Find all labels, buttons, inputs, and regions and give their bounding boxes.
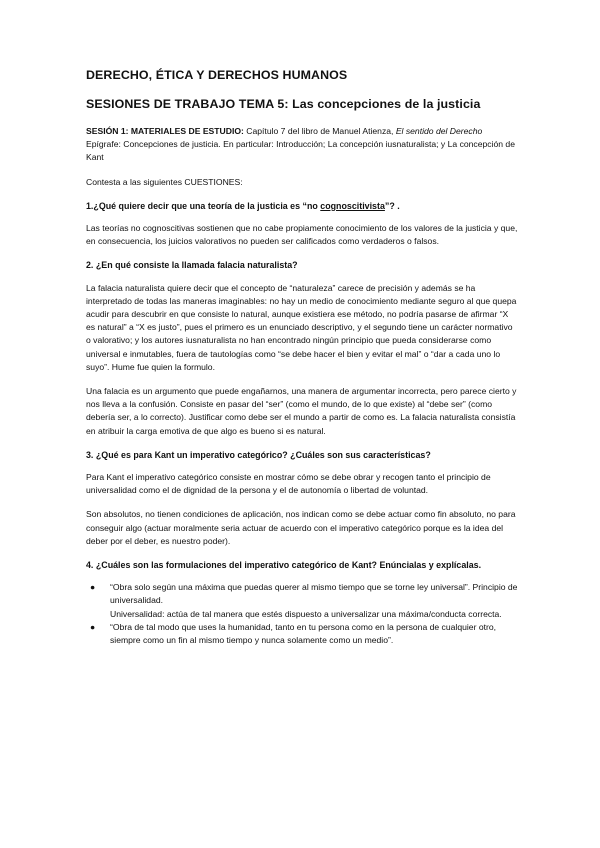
instructions: Contesta a las siguientes CUESTIONES:	[86, 176, 243, 187]
document-content	[86, 68, 518, 647]
list-item	[86, 621, 518, 647]
question-1	[86, 200, 518, 213]
list-item-line: “Obra solo según una máxima que puedas querer al mismo tiempo que se torne ley universal”. Principio de universalidad.	[110, 582, 518, 606]
document-title: DERECHO, ÉTICA Y DERECHOS HUMANOS	[86, 68, 348, 82]
question-1-pre: 1.¿Qué quiere decir que una teoría de la justicia es “no	[86, 200, 321, 211]
answer-1-paragraph-1: Las teorías no cognoscitivas sostienen que no cabe propiamente conocimiento de los valores de la justicia y que, en consecuencia, los juicios valorativos no pueden ser calificados como verdaderos o falsos.	[86, 223, 518, 247]
answer-3-paragraph-1: Para Kant el imperativo categórico consiste en mostrar cómo se debe obrar y recogen tanto el principio de universalidad como el de dignidad de la persona y el de autonomía o libertad de voluntad.	[86, 472, 491, 496]
session-text-1: Capítulo 7 del libro de Manuel Atienza,	[243, 126, 396, 136]
bullet-icon: ●	[90, 582, 96, 593]
question-4: 4. ¿Cuáles son las formulaciones del imperativo categórico de Kant? Enúncialas y explícalas.	[86, 560, 482, 571]
question-1-post: ”? .	[384, 200, 400, 211]
session-text-2: Epígrafe: Concepciones de justicia. En particular: Introducción; La concepción iusnaturalista; y La concepción de Kant	[86, 139, 515, 163]
session-book-title: El sentido del Derecho	[395, 126, 483, 136]
answer-2-paragraph-1: La falacia naturalista quiere decir que el concepto de “naturaleza” carece de precisión y además se ha interpretado de todas las maneras imaginables: no hay un medio de conocimiento mediante seguro al que quepa acudir para descubrir en que consiste lo natural, aunque existiera ese método, no podría pasarse de afirmar “X es natural” a “X es justo”, pues el primero es un enunciado descriptivo, y el segundo tiene un carácter normativo o valorativo; y los autores iusnaturalista no han encontrado ningún principio que pueda considerarse como universal e inmutables, fuera de tautologías como “se debe hacer el bien y evitar el mal” o “dar a cada uno lo suyo”. Hume fue quien la formulo.	[86, 282, 517, 372]
list-item-line: “Obra de tal modo que uses la humanidad, tanto en tu persona como en la persona de cualquier otro, siempre como un fin al mismo tiempo y nunca solamente como un medio”.	[110, 621, 497, 646]
answer-3-paragraph-2: Son absolutos, no tienen condiciones de aplicación, nos indican como se debe actuar como fin absoluto, no para conseguir algo (actuar moralmente seria actuar de acuerdo con el imperativo categórico porque es la idea del deber por el deber, es nuestro poder).	[86, 509, 516, 546]
list-item-line: Universalidad: actúa de tal manera que estés dispuesto a universalizar una máxima/conducta correcta.	[110, 608, 502, 619]
session-label: SESIÓN 1: MATERIALES DE ESTUDIO:	[86, 126, 244, 136]
question-3: 3. ¿Qué es para Kant un imperativo categórico? ¿Cuáles son sus características?	[86, 449, 431, 460]
bullet-icon: ●	[90, 621, 96, 632]
document-subtitle: SESIONES DE TRABAJO TEMA 5: Las concepciones de la justicia	[86, 97, 481, 111]
list-item	[86, 581, 518, 621]
formulations-list	[86, 581, 518, 647]
question-2: 2. ¿En qué consiste la llamada falacia naturalista?	[86, 260, 298, 271]
session-paragraph	[86, 125, 518, 165]
answer-2-paragraph-2: Una falacia es un argumento que puede engañarnos, una manera de argumentar incorrecta, pero parece cierto y nos lleva a la confusión. Consiste en pasar del “ser” (como el mundo, de lo que existe) al “debe ser” (como debería ser, a lo correcto). Justificar como debe ser el mundo a partir de como es. La falacia naturalista consistía en atribuir la carga emotiva de que algo es bueno si es natural.	[86, 386, 517, 436]
question-1-underlined: cognoscitivista	[320, 200, 385, 211]
